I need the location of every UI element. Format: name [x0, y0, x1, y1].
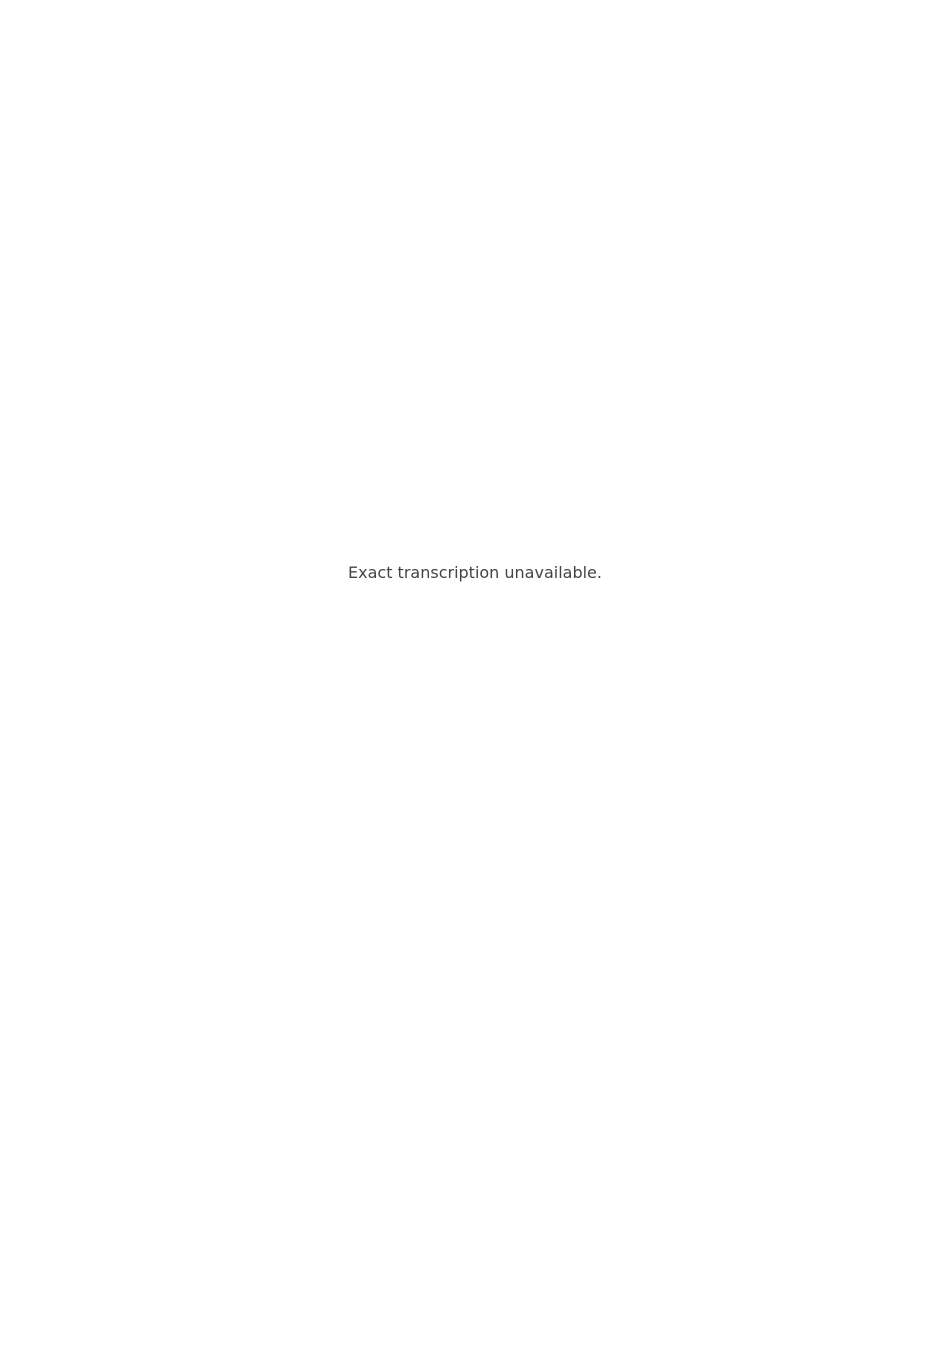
placeholder-notice: Exact transcription unavailable.	[348, 563, 602, 582]
